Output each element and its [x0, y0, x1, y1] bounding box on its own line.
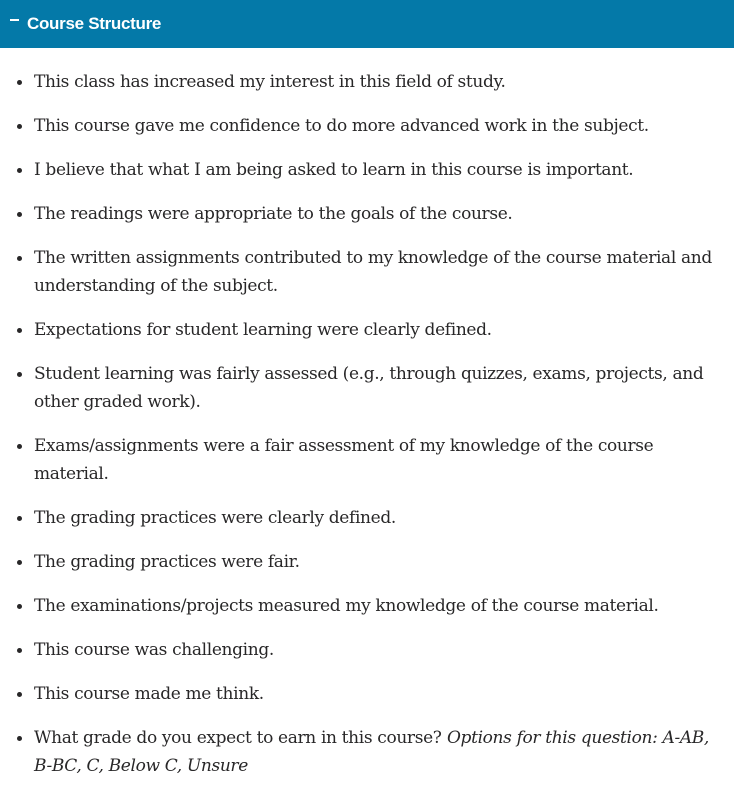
- bullet-icon: [17, 168, 22, 173]
- item-text: This class has increased my interest in this field of study.: [34, 72, 506, 92]
- section-title: Course Structure: [27, 14, 162, 33]
- item-text: The grading practices were clearly defined.: [34, 508, 396, 528]
- item-text: This course gave me confidence to do more advanced work in the subject.: [34, 116, 649, 136]
- bullet-icon: [17, 372, 22, 377]
- list-item: [0, 592, 734, 620]
- list-item: [0, 636, 734, 664]
- item-text: I believe that what I am being asked to learn in this course is important.: [34, 160, 634, 180]
- bullet-icon: [17, 80, 22, 85]
- list-item: [0, 200, 734, 228]
- bullet-icon: [17, 444, 22, 449]
- item-text: The readings were appropriate to the goals of the course.: [34, 204, 513, 224]
- list-item: [0, 316, 734, 344]
- bullet-icon: [17, 516, 22, 521]
- bullet-icon: [17, 692, 22, 697]
- item-text: What grade do you expect to earn in this course?: [34, 728, 442, 748]
- bullet-icon: [17, 648, 22, 653]
- bullet-icon: [17, 212, 22, 217]
- list-item: [0, 244, 734, 300]
- item-text: Student learning was fairly assessed (e.g., through quizzes, exams, projects, and other graded work).: [34, 364, 704, 412]
- bullet-icon: [17, 560, 22, 565]
- bullet-icon: [17, 604, 22, 609]
- list-item: [0, 504, 734, 532]
- item-text: This course was challenging.: [34, 640, 274, 660]
- list-item: [0, 156, 734, 184]
- item-text: Expectations for student learning were clearly defined.: [34, 320, 492, 340]
- bullet-icon: [17, 256, 22, 261]
- item-options-note: Options for this question: A-AB, B-BC, C, Below C, Unsure: [34, 728, 709, 776]
- bullet-icon: [17, 328, 22, 333]
- list-item: [0, 432, 734, 488]
- bullet-icon: [17, 124, 22, 129]
- list-item: [0, 360, 734, 416]
- item-text: The written assignments contributed to my knowledge of the course material and understanding of the subject.: [34, 248, 712, 296]
- accordion-header[interactable]: [0, 0, 734, 48]
- question-list: [0, 68, 734, 796]
- bullet-icon: [17, 736, 22, 741]
- minus-icon: [10, 19, 19, 21]
- list-item: [0, 724, 734, 780]
- item-text: Exams/assignments were a fair assessment of my knowledge of the course material.: [34, 436, 654, 484]
- list-item: [0, 548, 734, 576]
- list-item: [0, 68, 734, 96]
- item-text: This course made me think.: [34, 684, 264, 704]
- list-item: [0, 112, 734, 140]
- item-text: The grading practices were fair.: [34, 552, 300, 572]
- item-text: The examinations/projects measured my knowledge of the course material.: [34, 596, 659, 616]
- list-item: [0, 680, 734, 708]
